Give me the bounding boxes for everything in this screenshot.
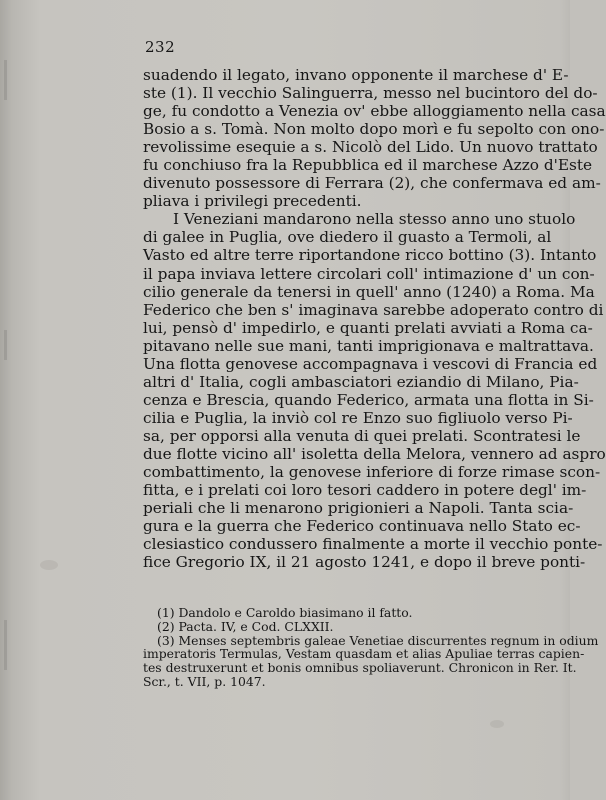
text-line: periali che li menarono prigionieri a Napoli. Tanta scia- — [143, 499, 574, 518]
text-line: suadendo il legato, invano opponente il marchese d' E- — [143, 66, 569, 84]
text-line: ste (1). Il vecchio Salinguerra, messo nel bucintoro del do- — [143, 84, 598, 103]
footnote-3-cont: imperatoris Termulas, Vestam quasdam et alias Apuliae terras capien- — [143, 646, 585, 662]
paragraph-start-line: I Veneziani mandarono nella stesso anno uno stuolo — [173, 210, 576, 229]
gutter-shadow — [4, 60, 7, 100]
text-line: gura e la guerra che Federico continuava nello Stato ec- — [143, 517, 581, 536]
text-line: clesiastico condussero finalmente a morte il vecchio ponte- — [143, 535, 603, 554]
paper-stain — [490, 720, 504, 728]
text-line: due flotte vicino all' isoletta della Melora, vennero ad aspro — [143, 444, 606, 463]
text-line: divenuto possessore di Ferrara (2), che confermava ed am- — [143, 174, 601, 193]
footnote-1: (1) Dandolo e Caroldo biasimano il fatto. — [157, 605, 413, 620]
text-line: combattimento, la genovese inferiore di forze rimase scon- — [143, 463, 601, 482]
text-line: cilia e Puglia, la inviò col re Enzo suo figliuolo verso Pi- — [143, 408, 573, 427]
paper-stain — [40, 560, 58, 570]
footnote-3-cont: Scr., t. VII, p. 1047. — [143, 673, 266, 689]
footnote-2: (2) Pacta. IV, e Cod. CLXXII. — [157, 618, 334, 634]
text-line: lui, pensò d' impedirlo, e quanti prelati avviati a Roma ca- — [143, 318, 593, 337]
gutter-shadow — [4, 330, 7, 360]
footnote-3-cont: tes destruxerunt et bonis omnibus spoliaverunt. Chronicon in Rer. It. — [143, 660, 577, 676]
text-line: cilio generale da tenersi in quell' anno (1240) a Roma. Ma — [143, 282, 595, 301]
footnote-3: (3) Menses septembris galeae Venetiae discurrentes regnum in odium — [157, 632, 599, 648]
text-line: revolissime esequie a s. Nicolò del Lido. Un nuovo trattato — [143, 138, 598, 157]
text-line: fitta, e i prelati coi loro tesori caddero in potere degl' im- — [143, 481, 587, 500]
text-line: Bosio a s. Tomà. Non molto dopo morì e fu sepolto con ono- — [143, 120, 605, 139]
text-line: di galee in Puglia, ove diedero il guasto a Termoli, al — [143, 228, 552, 247]
text-line: sa, per opporsi alla venuta di quei prelati. Scontratesi le — [143, 426, 581, 445]
text-line: altri d' Italia, cogli ambasciatori eziandio di Milano, Pia- — [143, 372, 579, 391]
text-line: Una flotta genovese accompagnava i vescovi di Francia ed — [143, 354, 598, 373]
text-line: Federico che ben s' imaginava sarebbe adoperato contro di — [143, 300, 604, 319]
text-line: pitavano nelle sue mani, tanti imprigionava e maltrattava. — [143, 336, 594, 355]
text-line: il papa inviava lettere circolari coll' intimazione d' un con- — [143, 264, 595, 283]
text-line: ge, fu condotto a Venezia ov' ebbe alloggiamento nella casa — [143, 102, 606, 121]
text-line: Vasto ed altre terre riportandone ricco bottino (3). Intanto — [143, 246, 597, 265]
gutter-shadow — [4, 620, 7, 670]
text-line: fice Gregorio IX, il 21 agosto 1241, e dopo il breve ponti- — [143, 553, 586, 572]
page-number: 232 — [145, 38, 176, 56]
text-line: pliava i privilegi precedenti. — [143, 192, 362, 211]
text-line: cenza e Brescia, quando Federico, armata una flotta in Si- — [143, 390, 594, 409]
body-text — [143, 66, 606, 572]
footnotes — [143, 605, 599, 689]
text-line: fu conchiuso fra la Repubblica ed il marchese Azzo d'Este — [143, 156, 593, 175]
